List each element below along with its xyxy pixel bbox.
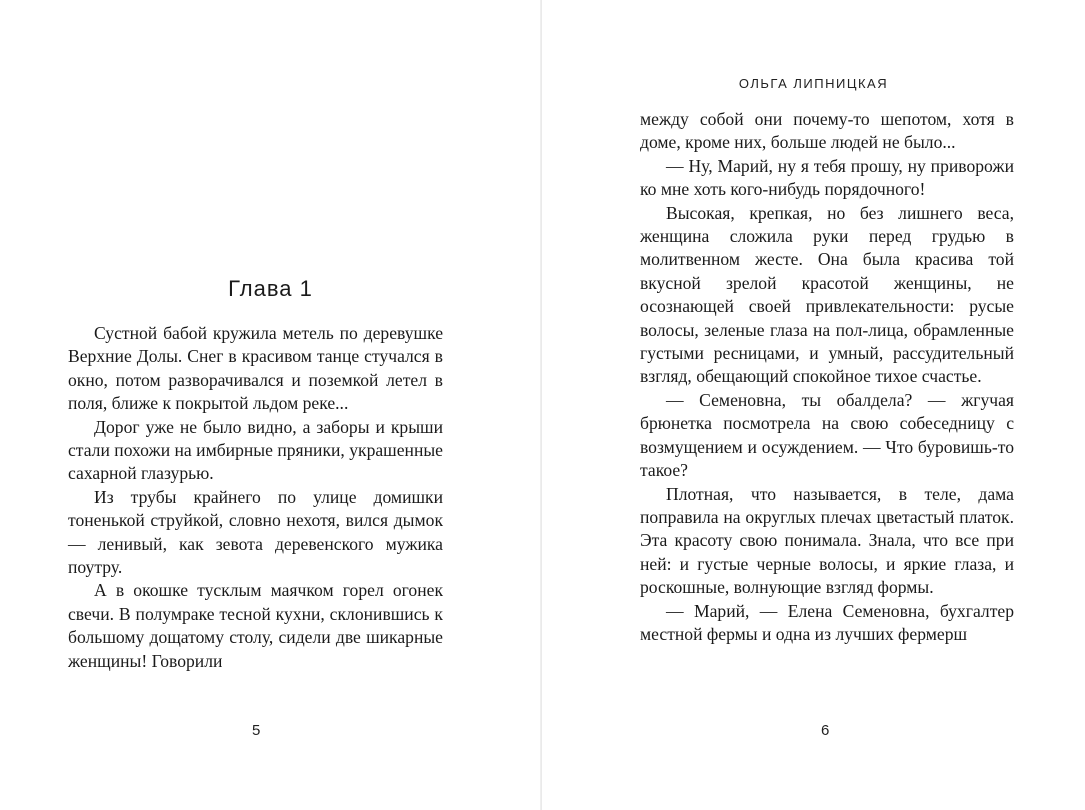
paragraph: — Ну, Марий, ну я тебя прошу, ну приворожи ко мне хоть кого-нибудь порядочного! (640, 155, 1014, 200)
paragraph: А в окошке тусклым маячком горел огонек свечи. В полумраке тесной кухни, склонившись к большому дощатому столу, сидели две шикарные женщины! Говорили (68, 580, 443, 671)
paragraph: Из трубы крайнего по улице домишки тоненькой струйкой, словно нехотя, вился дымок — ленивый, как зевота деревенского мужика поутру. (68, 486, 443, 578)
paragraph: Дорог уже не было видно, а заборы и крыши стали похожи на имбирные пряники, украшенные сахарной глазурью. (68, 416, 443, 484)
paragraph: между собой они почему-то шепотом, хотя в доме, кроме них, больше людей не было... (640, 109, 1014, 153)
chapter-title: Глава 1 (228, 276, 313, 301)
running-head-author: ОЛЬГА ЛИПНИЦКАЯ (738, 76, 889, 91)
page-number: 5 (252, 722, 261, 739)
left-page-body (68, 322, 443, 673)
paragraph: Сустной бабой кружила метель по деревушке Верхние Долы. Снег в красивом танце стучался в окно, потом разворачивался и поземкой летел в поля, ближе к покрытой льдом реке... (68, 323, 443, 414)
left-page (0, 0, 541, 810)
page-number: 6 (821, 722, 830, 739)
paragraph: Высокая, крепкая, но без лишнего веса, женщина сложила руки перед грудью в молитвенном жесте. Она была красива той вкусной зрелой красотой женщины, не осознающей своей привлекательности: русые волосы, зеленые глаза на пол-лица, обрамленные густыми ресницами, и умный, рассудительный взгляд, обещающий спокойное тихое счастье. (640, 202, 1014, 387)
paragraph: — Марий, — Елена Семеновна, бухгалтер местной фермы и одна из лучших фермерш (640, 600, 1014, 644)
paragraph: Плотная, что называется, в теле, дама поправила на округлых плечах цветастый платок. Эта красоту свою понимала. Знала, что все при ней: и густые черные волосы, и яркие глаза, и роскошные, волнующие взгляд формы. (640, 483, 1014, 598)
right-page-body (640, 108, 1014, 646)
paragraph: — Семеновна, ты обалдела? — жгучая брюнетка посмотрела на свою собеседницу с возмущением и осуждением. — Что буровишь-то такое? (640, 389, 1014, 481)
